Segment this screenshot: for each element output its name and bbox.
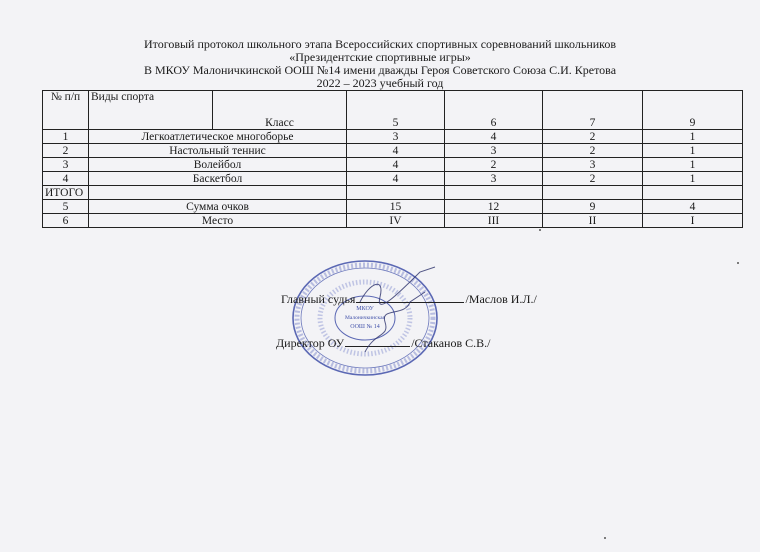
cell-class-5: 4: [347, 172, 445, 186]
place-class-5: IV: [347, 214, 445, 228]
judge-name: /Маслов И.Л./: [465, 292, 537, 306]
stamp-text-bottom: ООШ № 14: [350, 324, 380, 330]
table-row: [43, 130, 743, 144]
protocol-header: [0, 38, 760, 90]
header-class: Класс: [213, 91, 347, 130]
stamp-text-top: МКОУ: [356, 306, 374, 312]
results-table: [42, 90, 743, 228]
header-num: № п/п: [43, 91, 89, 130]
sum-class-9: 4: [643, 200, 743, 214]
header-class-7: 7: [543, 91, 643, 130]
row-num: 4: [43, 172, 89, 186]
header-line-4: 2022 – 2023 учебный год: [316, 76, 444, 90]
row-sport: Легкоатлетическое многоборье: [89, 130, 347, 144]
director-label: Директор ОУ: [276, 336, 345, 350]
table-row: [43, 172, 743, 186]
place-class-7: II: [543, 214, 643, 228]
row-num: 5: [43, 200, 89, 214]
header-line-1: Итоговый протокол школьного этапа Всероссийских спортивных соревнований школьников: [143, 37, 617, 51]
cell-class-5: 4: [347, 144, 445, 158]
cell-class-6: 2: [445, 158, 543, 172]
cell-class-5: 4: [347, 158, 445, 172]
table-row: [43, 158, 743, 172]
row-sport: Волейбол: [89, 158, 347, 172]
cell-class-9: 1: [643, 158, 743, 172]
cell-class-9: 1: [643, 130, 743, 144]
row-sport: Настольный теннис: [89, 144, 347, 158]
handwritten-signatures: [340, 262, 450, 362]
place-row: [43, 214, 743, 228]
cell-class-9: 1: [643, 172, 743, 186]
place-class-6: III: [445, 214, 543, 228]
cell-class-7: 2: [543, 130, 643, 144]
cell-class-7: 3: [543, 158, 643, 172]
place-class-9: I: [643, 214, 743, 228]
sum-class-6: 12: [445, 200, 543, 214]
sum-class-5: 15: [347, 200, 445, 214]
sum-class-7: 9: [543, 200, 643, 214]
stamp-text-mid: Малоничкинская: [344, 315, 386, 321]
row-num: 3: [43, 158, 89, 172]
total-row: [43, 186, 743, 200]
table-row: [43, 144, 743, 158]
header-line-3: В МКОУ Малоничкинской ООШ №14 имени дважды Героя Советского Союза С.И. Кретова: [143, 63, 617, 77]
cell-class-7: 2: [543, 172, 643, 186]
judge-label: Главный судья: [281, 292, 356, 306]
table-header-row: [43, 91, 743, 130]
row-sport: Баскетбол: [89, 172, 347, 186]
header-class-6: 6: [445, 91, 543, 130]
row-num: 6: [43, 214, 89, 228]
cell-class-6: 4: [445, 130, 543, 144]
place-label: Место: [89, 214, 347, 228]
total-label: ИТОГО: [43, 186, 89, 200]
row-num: 2: [43, 144, 89, 158]
header-class-5: 5: [347, 91, 445, 130]
cell-class-5: 3: [347, 130, 445, 144]
cell-class-6: 3: [445, 144, 543, 158]
row-num: 1: [43, 130, 89, 144]
cell-class-6: 3: [445, 172, 543, 186]
cell-class-9: 1: [643, 144, 743, 158]
cell-class-7: 2: [543, 144, 643, 158]
header-sport: Виды спорта: [89, 91, 213, 130]
header-class-9: 9: [643, 91, 743, 130]
sum-label: Сумма очков: [89, 200, 347, 214]
director-name: /Стаканов С.В./: [411, 336, 491, 350]
sum-row: [43, 200, 743, 214]
header-line-2: «Президентские спортивные игры»: [289, 50, 471, 64]
